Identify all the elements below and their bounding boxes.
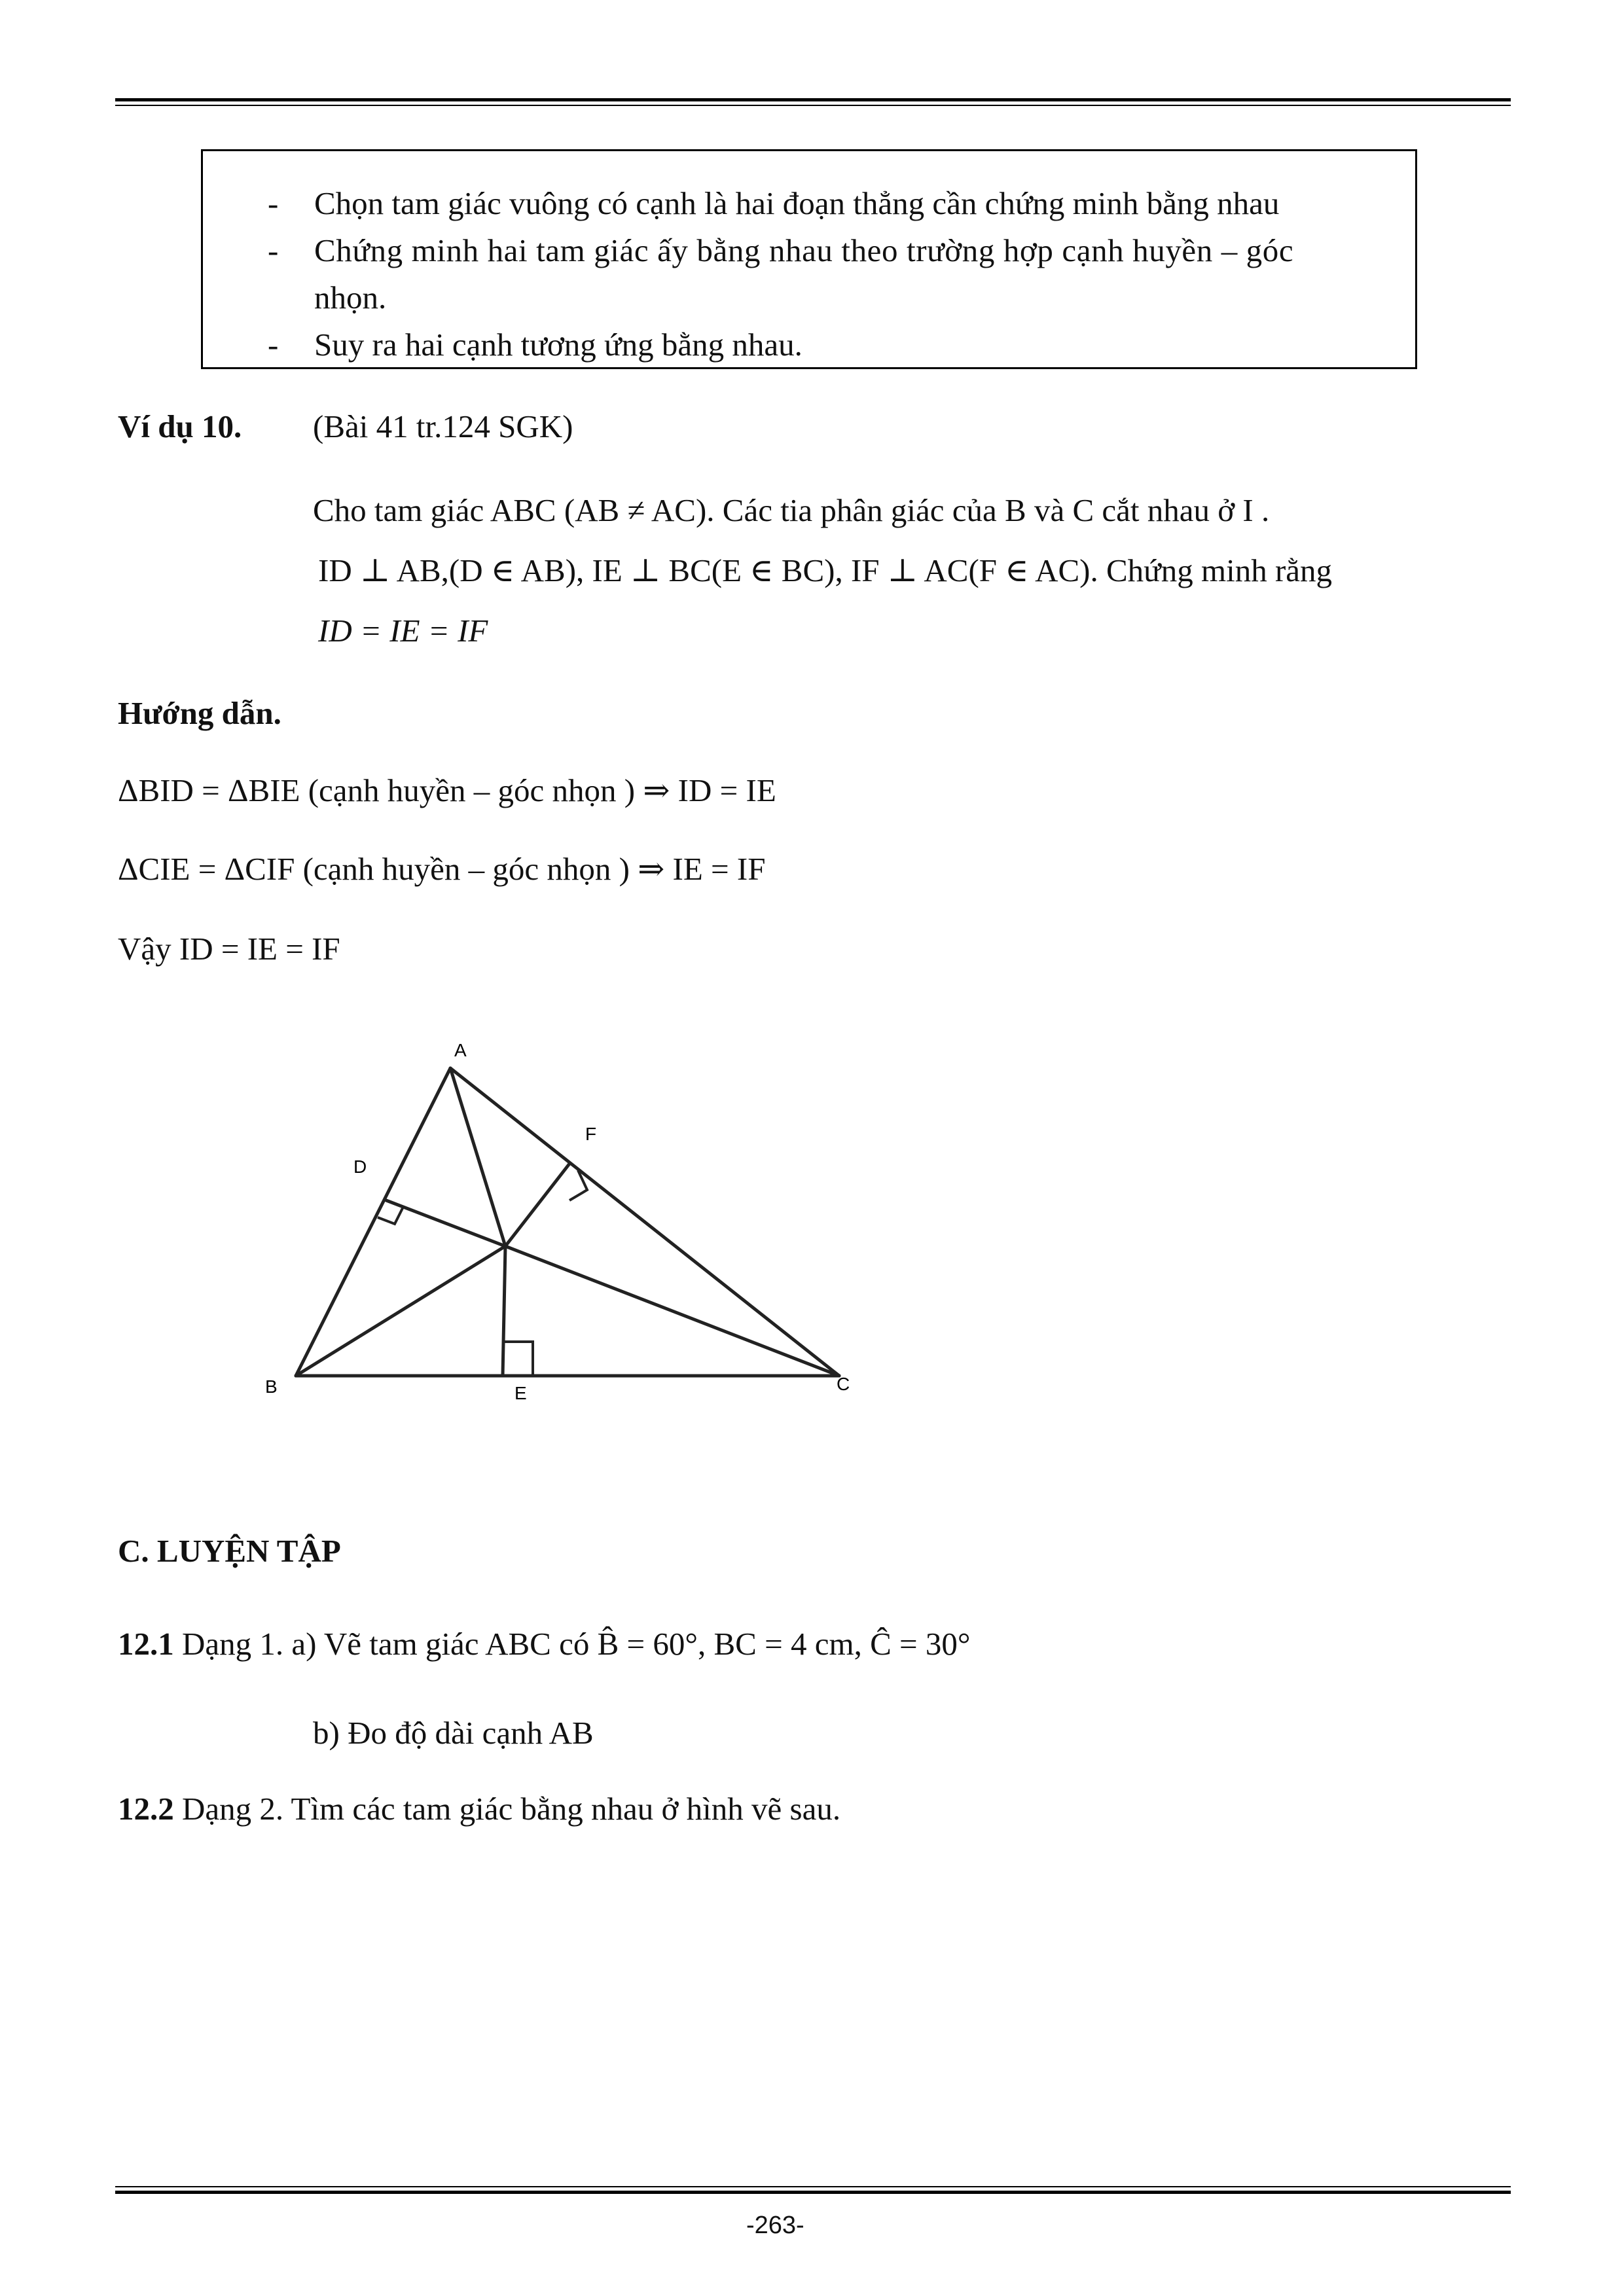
label-F: F [585,1124,597,1144]
guide-conclusion: Vậy ID = IE = IF [118,931,340,967]
label-C: C [837,1374,850,1394]
label-E: E [514,1383,527,1403]
side-AC [450,1068,839,1376]
segment-AI [450,1068,505,1246]
method-box: - Chọn tam giác vuông có cạnh là hai đoạn thẳng cần chứng minh bằng nhau - Chứng minh hai tam giác ấy bằng nhau theo trường hợp cạnh huyền – góc nhọn. - Suy ra hai cạnh tương ứng bằng nhau. [201,149,1417,369]
perp-IF [505,1164,569,1246]
bisector-CI [505,1246,839,1376]
example-source: (Bài 41 tr.124 SGK) [313,408,573,444]
practice-12-2-number: 12.2 [118,1791,174,1827]
guide-step-2: ΔCIE = ΔCIF (cạnh huyền – góc nhọn ) ⇒ IE = IF [118,851,766,887]
practice-12-1-text: Dạng 1. a) Vẽ tam giác ABC có B̂ = 60°, BC = 4 cm, Ĉ = 30° [173,1626,971,1662]
perp-IE [503,1246,505,1376]
practice-item-12-2 [118,1789,840,1829]
right-angle-E [503,1342,533,1376]
footer-rule-thick [115,2191,1511,2194]
example-label: Ví dụ 10. [118,408,242,444]
guide-step-1: ΔBID = ΔBIE (cạnh huyền – góc nhọn ) ⇒ ID = IE [118,772,776,808]
label-A: A [454,1040,467,1060]
page-number: -263- [746,2212,804,2239]
example-line-3: ID = IE = IF [318,613,488,649]
perp-ID [386,1200,505,1246]
practice-item-12-1 [118,1624,971,1664]
practice-12-2-text: Dạng 2. Tìm các tam giác bằng nhau ở hình vẽ sau. [173,1791,841,1827]
practice-12-1-b: b) Đo độ dài cạnh AB [313,1715,594,1751]
footer-rule-thin [115,2186,1511,2187]
example-line-1: Cho tam giác ABC (AB ≠ AC). Các tia phân giác của B và C cắt nhau ở I . [313,492,1270,528]
label-D: D [353,1157,367,1177]
practice-heading: C. LUYỆN TẬP [118,1533,341,1569]
right-angle-D [378,1207,403,1224]
label-B: B [265,1376,278,1397]
guide-heading: Hướng dẫn. [118,695,281,731]
practice-12-1-number: 12.1 [118,1626,174,1662]
example-line-2: ID ⊥ AB,(D ∈ AB), IE ⊥ BC(E ∈ BC), IF ⊥ AC(F ∈ AC). Chứng minh rằng [318,552,1333,588]
